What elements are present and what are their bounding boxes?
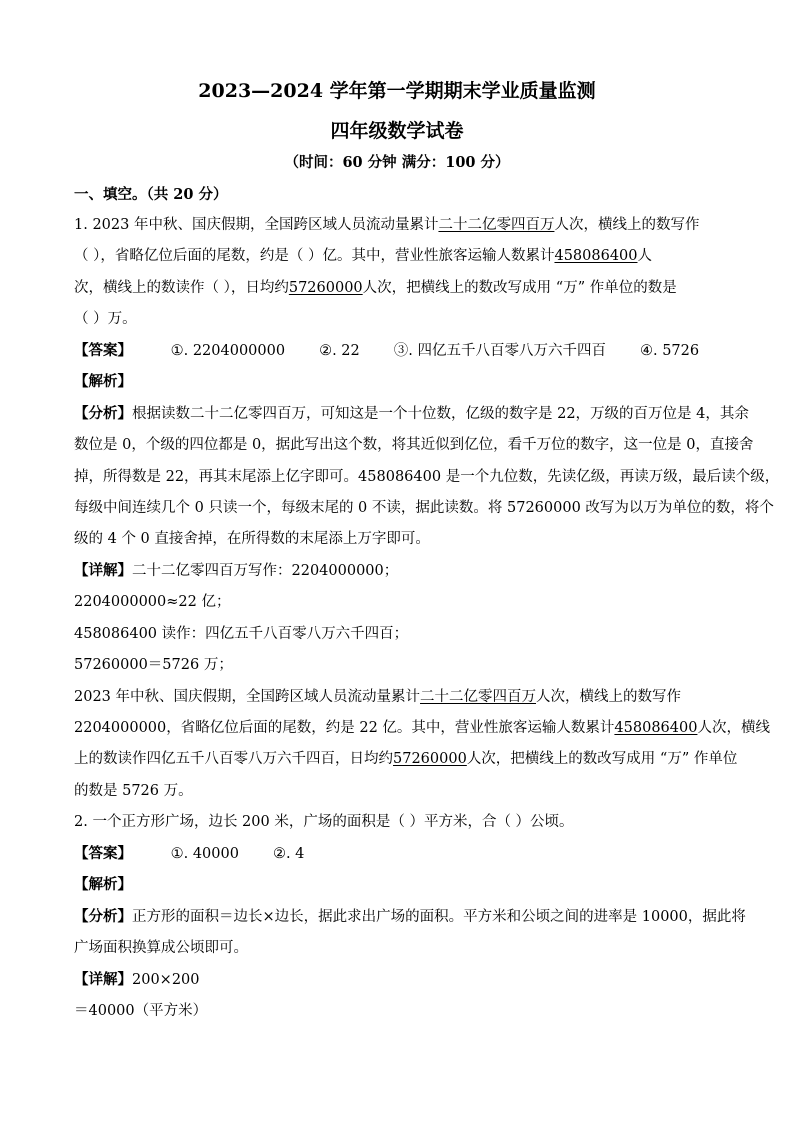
answer-list	[171, 846, 305, 862]
q1-answer-row	[74, 339, 699, 360]
underlined-number: 二十二亿零四百万	[438, 217, 555, 233]
q1-detail-line: 57260000＝5726 万；	[74, 657, 233, 673]
answer-option: ③. 四亿五千八百零八万六千四百	[393, 343, 606, 359]
exam-subtitle: 四年级数学试卷	[330, 120, 464, 142]
underlined-number: 458086400	[554, 248, 638, 264]
answer-option: ①. 40000	[170, 846, 239, 862]
answer-option: ②. 4	[272, 846, 305, 862]
detail-label: 【详解】	[74, 562, 132, 579]
q1-fenxi-line: 掉，所得数是 22，再其末尾添上亿字即可。458086400 是一个九位数，先读亿级，再读万级，最后读个级，	[74, 469, 780, 485]
q1-fenxi-line: 数位是 0，个级的四位都是 0，据此写出这个数，将其近似到亿位，看千万位的数字，这一位是 0，直接舍	[74, 437, 754, 453]
q2-fenxi-line: 【分析】正方形的面积＝边长×边长，据此求出广场的面积。平方米和公顷之间的进率是 10000，据此将	[74, 908, 746, 925]
analysis-label: 【解析】	[74, 876, 132, 893]
q1-detail-line: 458086400 读作：四亿五千八百零八万六千四百；	[74, 626, 409, 642]
q1-detail-line: 【详解】二十二亿零四百万写作：2204000000；	[74, 562, 399, 579]
exam-title: 2023—2024 学年第一学期期末学业质量监测	[198, 80, 596, 102]
answer-option: ①. 2204000000	[170, 343, 286, 359]
q1-line4: （ ）万。	[74, 311, 137, 327]
q1-summary-line: 2023 年中秋、国庆假期，全国跨区域人员流动量累计二十二亿零四百万人次，横线上的数写作	[74, 689, 682, 705]
answer-label: 【答案】	[74, 845, 132, 862]
underlined-number: 57260000	[393, 751, 467, 767]
q1-summary-line: 的数是 5726 万。	[74, 783, 193, 799]
q2-detail-line: ＝40000（平方米）	[74, 1003, 208, 1019]
q1-summary-line: 上的数读作四亿五千八百零八万六千四百，日均约57260000人次，把横线上的数改写成用 “万” 作单位	[74, 751, 738, 767]
fenxi-label: 【分析】	[74, 405, 132, 422]
detail-label: 【详解】	[74, 971, 132, 988]
answer-list	[171, 343, 700, 359]
q2-answer-row	[74, 842, 304, 863]
q1-summary-line: 2204000000，省略亿位后面的尾数，约是 22 亿。其中，营业性旅客运输人数累计458086400人次，横线	[74, 720, 770, 736]
answer-option: ④. 5726	[639, 343, 700, 359]
q1-fenxi-line: 级的 4 个 0 直接舍掉，在所得数的末尾添上万字即可。	[74, 531, 430, 547]
q1-detail-line: 2204000000≈22 亿；	[74, 594, 231, 610]
q1-line1: 1. 2023 年中秋、国庆假期，全国跨区域人员流动量累计二十二亿零四百万人次，横线上的数写作	[74, 217, 700, 233]
q1-line3: 次，横线上的数读作（ ），日均约57260000人次，把横线上的数改写成用 “万” 作单位的数是	[74, 280, 677, 296]
q1-line2: （ ），省略亿位后面的尾数，约是（ ）亿。其中，营业性旅客运输人数累计458086400人	[74, 248, 652, 264]
underlined-number: 57260000	[288, 280, 363, 296]
q2-detail-line: 【详解】200×200	[74, 971, 200, 988]
q2-fenxi-line: 广场面积换算成公顷即可。	[74, 940, 248, 956]
answer-option: ②. 22	[319, 343, 360, 359]
fenxi-label: 【分析】	[74, 908, 132, 925]
exam-meta: （时间：60 分钟 满分：100 分）	[284, 154, 510, 171]
analysis-label: 【解析】	[74, 373, 132, 390]
underlined-number: 二十二亿零四百万	[420, 689, 537, 705]
q1-fenxi-line: 【分析】根据读数二十二亿零四百万，可知这是一个十位数，亿级的数字是 22，万级的百万位是 4，其余	[74, 405, 749, 422]
q1-fenxi-line: 每级中间连续几个 0 只读一个，每级末尾的 0 不读，据此读数。将 57260000 改写为以万为单位的数，将个	[74, 500, 774, 516]
underlined-number: 458086400	[614, 720, 698, 736]
q2-question: 2. 一个正方形广场，边长 200 米，广场的面积是（ ）平方米，合（ ）公顷。	[74, 814, 574, 830]
section-heading: 一、填空。（共 20 分）	[74, 186, 228, 203]
answer-label: 【答案】	[74, 342, 132, 359]
